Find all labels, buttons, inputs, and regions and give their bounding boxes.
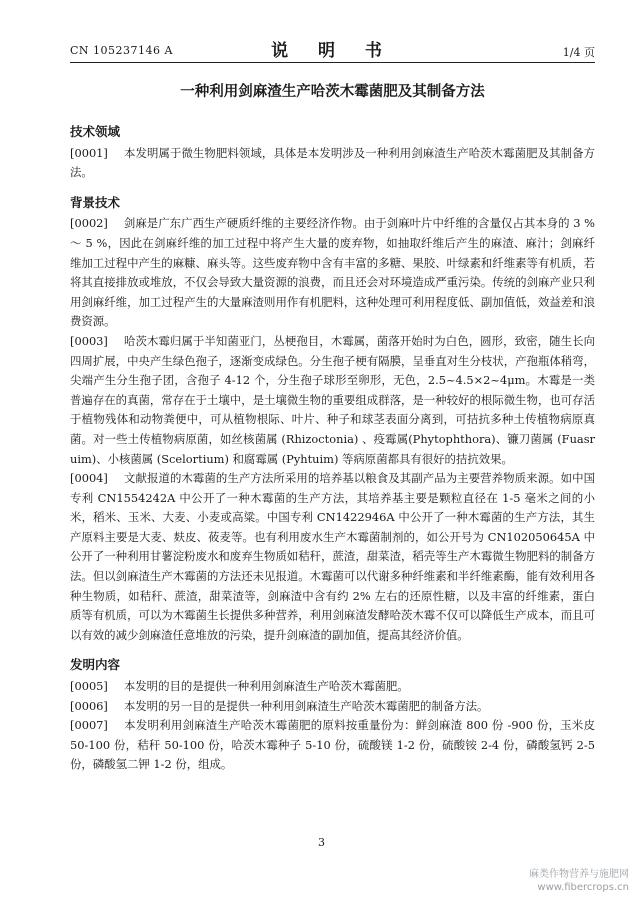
paragraph bbox=[70, 469, 595, 645]
section-heading: 发明内容 bbox=[70, 657, 121, 673]
paragraph-text: 哈茨木霉归属于半知菌亚门，丛梗孢目，木霉属，菌落开始时为白色，圆形，致密，随生长向四周扩展，中央产生绿色孢子，逐渐变成绿色。分生孢子梗有隔膜，呈垂直对生分枝状，产孢瓶体稍弯，尖端产生分生孢子团，含孢子 4-12 个，分生孢子球形至卵形，无色，2.5~4.5×2~4μm。木霉是一类普遍存在的真菌，常存在于土壤中，是土壤微生物的重要组成群落，是一种较好的根际微生物，也可存活于植物残体和动物粪便中，可从植物根际、叶片、种子和球茎表面分离到，可拮抗多种土传植物病原真菌。对一些土传植物病原菌，如丝核菌属 (Rhizoctonia) 、疫霉属(Phytophthora)、镰刀菌属 (Fuasruim)、小核菌属 (Scelortium) 和腐霉属 (Pyhtuim) 等病原菌都具有很好的拮抗效果。 bbox=[70, 333, 595, 466]
paragraph-text: 本发明的目的是提供一种利用剑麻渣生产哈茨木霉菌肥。 bbox=[123, 679, 409, 694]
document-title: 一种利用剑麻渣生产哈茨木霉菌肥及其制备方法 bbox=[180, 84, 485, 100]
paragraph bbox=[70, 332, 595, 469]
paragraph bbox=[70, 214, 595, 332]
paragraph-text: 本发明利用剑麻渣生产哈茨木霉菌肥的原料按重量份为：鲜剑麻渣 800 份 -900 份，玉米皮 50-100 份，秸秆 50-100 份，哈茨木霉种子 5-10 份，硫酸镁 1-2 份，硫酸铵 2-4 份，磷酸氢钙 2-5 份，磷酸氢二钾 1-2 份，组成。 bbox=[70, 718, 595, 772]
document-body bbox=[70, 122, 595, 775]
paragraph-text: 本发明属于微生物肥料领域，具体是本发明涉及一种利用剑麻渣生产哈茨木霉菌肥及其制备方法。 bbox=[70, 145, 595, 180]
paragraph-number: [0003] bbox=[70, 333, 108, 348]
paragraph bbox=[70, 677, 595, 697]
paragraph-number: [0002] bbox=[70, 216, 108, 231]
page-label: 1/4 页 bbox=[562, 46, 595, 59]
paragraph-text: 文献报道的木霉菌的生产方法所采用的培养基以粮食及其副产品为主要营养物质来源。如中国专利 CN1554242A 中公开了一种木霉菌的生产方法，其培养基主要是颗粒直径在 1-5 毫米之间的小米，稻米、玉米、大麦、小麦或高粱。中国专利 CN1422946A 中公开了一种木霉菌的生产方法，其生产原料主要是大麦、麸皮、莜麦等。也有利用废水生产木霉菌制剂的，如公开号为 CN102050645A 中公开了一种利用甘薯淀粉废水和废弃生物质如秸秆，蔗渣，甜菜渣，稻壳等生产木霉微生物肥料的制备方法。但以剑麻渣生产木霉菌的方法还未见报道。木霉菌可以代谢多种纤维素和半纤维素酶，能有效利用各种生物质，如秸秆、蔗渣，甜菜渣等，剑麻渣中含有约 2% 左右的还原性糖，以及丰富的纤维素，蛋白质等有机质，可以为木霉菌生长提供多种营养，利用剑麻渣发酵哈茨木霉不仅可以降低生产成本，而且可以有效的减少剑麻渣任意堆放的污染，提升剑麻渣的副加值，提高其经济价值。 bbox=[70, 471, 595, 642]
watermark-url: www.fibercrops.cn bbox=[537, 882, 629, 893]
patent-number: CN 105237146 A bbox=[70, 44, 173, 57]
page-number: 3 bbox=[318, 836, 325, 849]
watermark-site-name: 麻类作物营养与施肥网 bbox=[529, 869, 629, 880]
paragraph-number: [0006] bbox=[70, 698, 108, 713]
page-header bbox=[70, 36, 595, 63]
site-watermark bbox=[529, 868, 629, 894]
paragraph bbox=[70, 697, 595, 717]
section-heading: 技术领域 bbox=[70, 124, 121, 139]
paragraph-text: 本发明的另一目的是提供一种利用剑麻渣生产哈茨木霉菌肥的制备方法。 bbox=[123, 698, 489, 713]
paragraph-text: 剑麻是广东广西生产硬质纤维的主要经济作物。由于剑麻叶片中纤维的含量仅占其本身的 3 %～ 5 %，因此在剑麻纤维的加工过程中将产生大量的废弃物，如抽取纤维后产生的麻渣、麻汁；剑麻纤维加工过程中产生的麻糠、麻头等。这些废弃物中含有丰富的多糖、果胶、叶绿素和纤维素等有机质，若将其直接排放或堆放，不仅会导致大量资源的浪费，而且还会对环境造成严重污染。传统的剑麻产业只利用剑麻纤维，加工过程产生的大量麻渣则用作有机肥料，这种处理可利用程度低、副加值低，效益差和浪费资源。 bbox=[70, 216, 595, 329]
paragraph-number: [0005] bbox=[70, 679, 108, 694]
paragraph-number: [0004] bbox=[70, 471, 108, 486]
paragraph-number: [0001] bbox=[70, 145, 108, 160]
document-type: 说 明 书 bbox=[271, 41, 394, 61]
section-heading: 背景技术 bbox=[70, 194, 121, 210]
paragraph bbox=[70, 716, 595, 775]
paragraph bbox=[70, 144, 595, 183]
paragraph-number: [0007] bbox=[70, 718, 108, 733]
